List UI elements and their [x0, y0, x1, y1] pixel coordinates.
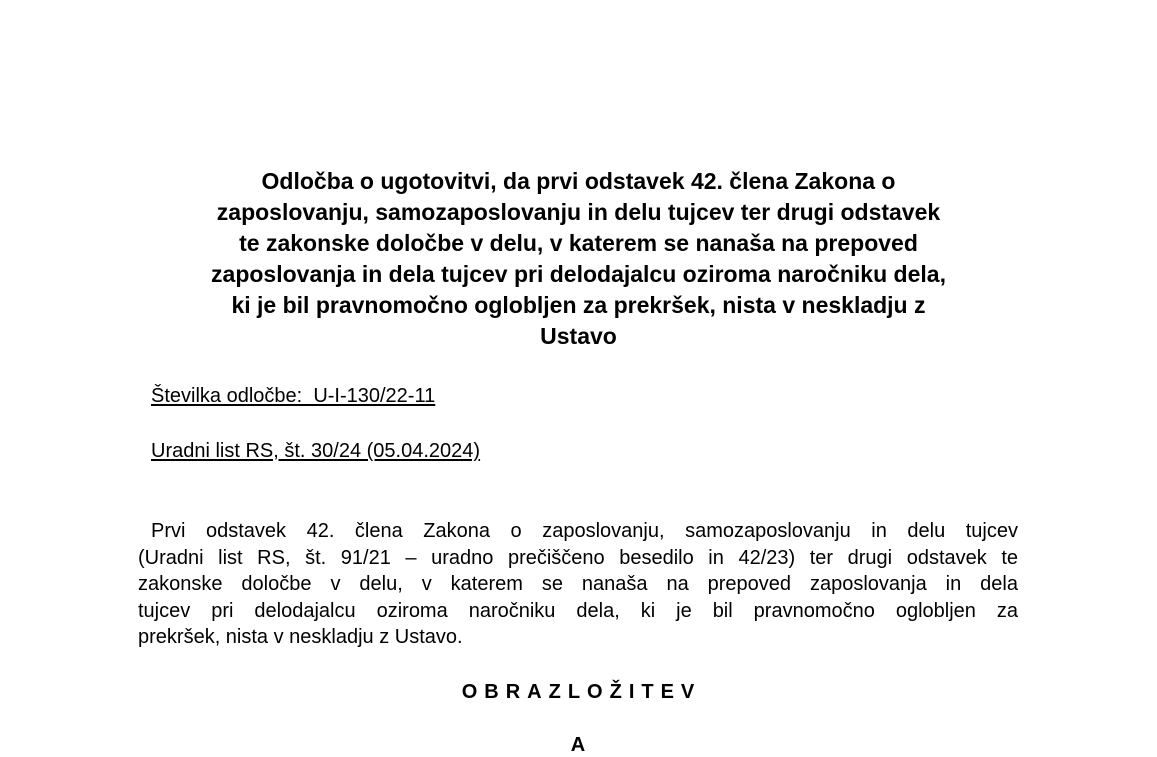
document-title: [140, 166, 1017, 352]
section-letter: A: [570, 734, 586, 756]
reasoning-heading: OBRAZLOŽITEV: [461, 681, 702, 703]
title-line: zaposlovanja in dela tujcev pri delodajalcu oziroma naročniku dela,: [211, 261, 946, 287]
title-line: ki je bil pravnomočno oglobljen za prekršek, nista v neskladju z: [231, 292, 926, 318]
ruling-paragraph: [138, 518, 1018, 651]
ruling-line: zakonske določbe v delu, v katerem se nanaša na prepoved zaposlovanja in dela: [138, 573, 1018, 595]
ruling-line: Prvi odstavek 42. člena Zakona o zaposlovanju, samozaposlovanju in delu tujcev: [151, 520, 1018, 542]
title-line: te zakonske določbe v delu, v katerem se nanaša na prepoved: [239, 230, 918, 256]
title-line: Odločba o ugotovitvi, da prvi odstavek 42. člena Zakona o: [261, 168, 896, 194]
ruling-line: tujcev pri delodajalcu oziroma naročniku dela, ki je bil pravnomočno oglobljen za: [138, 599, 1018, 622]
official-gazette-reference: Uradni list RS, št. 30/24 (05.04.2024): [151, 440, 481, 462]
title-line: Ustavo: [540, 323, 617, 349]
ruling-line: prekršek, nista v neskladju z Ustavo.: [138, 626, 463, 648]
ruling-line: (Uradni list RS, št. 91/21 – uradno prečiščeno besedilo in 42/23) ter drugi odstavek te: [138, 546, 1018, 569]
decision-number: Številka odločbe: U-I-130/22-11: [151, 385, 436, 407]
title-line: zaposlovanju, samozaposlovanju in delu tujcev ter drugi odstavek: [216, 199, 941, 225]
